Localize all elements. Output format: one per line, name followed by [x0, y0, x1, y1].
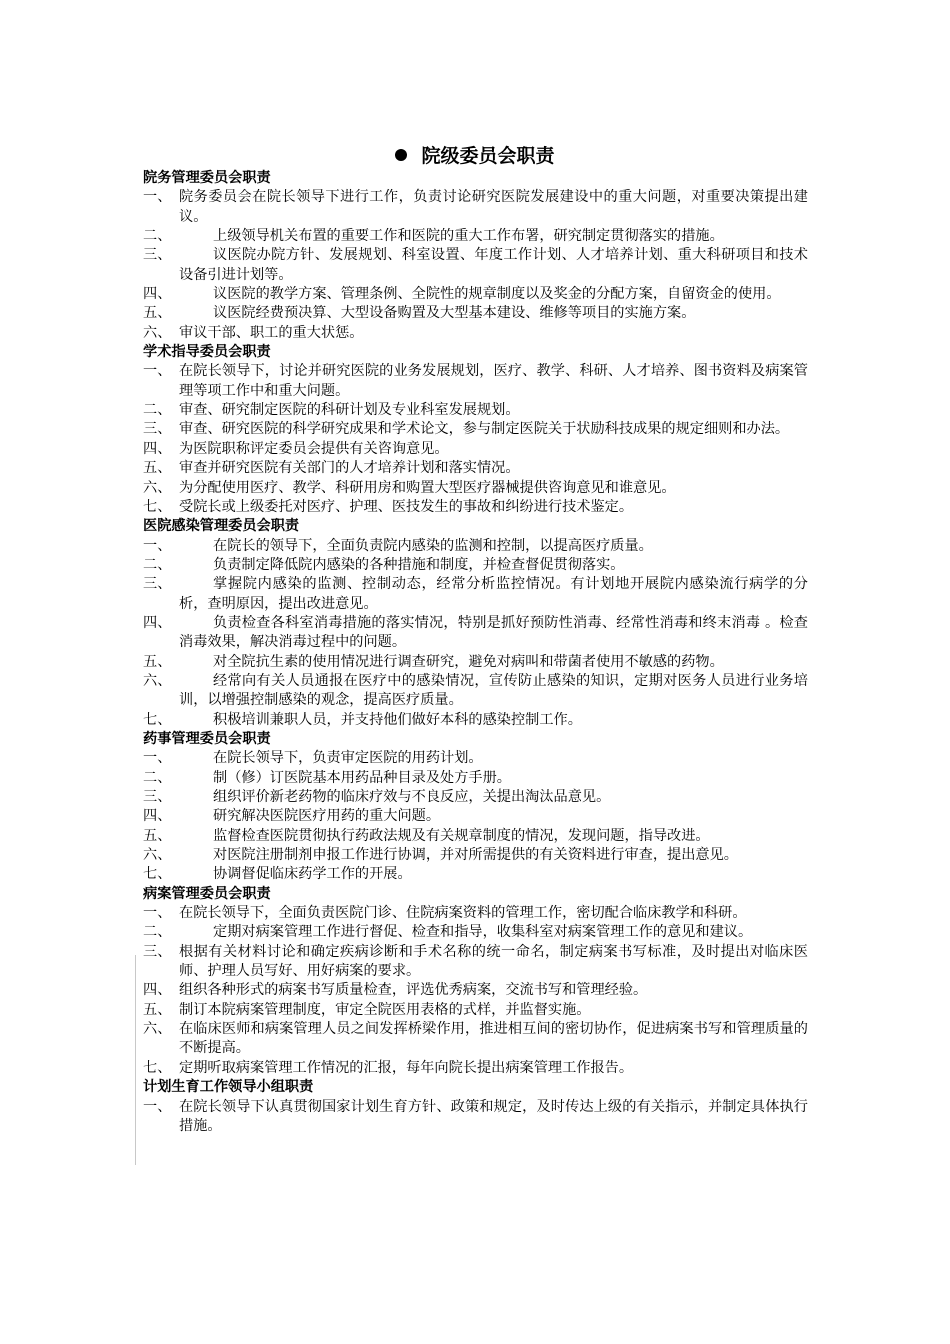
list-item-number: 三、	[143, 247, 172, 264]
list-item-number: 二、	[143, 769, 172, 786]
list-item	[143, 865, 808, 884]
list-item-number: 二、	[143, 402, 172, 419]
list-item-number: 三、	[143, 943, 172, 960]
list-item	[143, 827, 808, 846]
list-item-text: 积极培训兼职人员，并支持他们做好本科的感染控制工作。	[213, 711, 582, 728]
list-item-text: 负责检查各科室消毒措施的落实情况，特别是抓好预防性消毒、经常性消毒和终末消毒 。检查消毒效果，解决消毒过程中的问题。	[179, 614, 808, 651]
list-item-text: 为医院职称评定委员会提供有关咨询意见。	[179, 440, 449, 457]
list-item-text: 在院长领导下，全面负责医院门诊、住院病案资料的管理工作，密切配合临床教学和科研。	[179, 905, 747, 922]
list-item-text: 制订本院病案管理制度，审定全院医用表格的式样，并监督实施。	[179, 1001, 591, 1018]
list-item-text: 议医院的教学方案、管理条例、全院性的规章制度以及奖金的分配方案，自留资金的使用。	[213, 286, 781, 303]
list-item	[143, 537, 808, 556]
list-item	[143, 711, 808, 730]
list-item-text: 审查、研究制定医院的科研计划及专业科室发展规划。	[179, 402, 520, 419]
list-item-number: 四、	[143, 808, 172, 825]
list-item	[143, 846, 808, 865]
list-item-text: 在院长领导下，讨论并研究医院的业务发展规划，医疗、教学、科研、人才培养、图书资料及病案管理等项工作中和重大问题。	[179, 363, 808, 399]
list-item-number: 二、	[143, 228, 172, 245]
list-item-number: 七、	[143, 866, 172, 883]
list-item	[143, 420, 808, 439]
list-item	[143, 479, 808, 498]
page-title-text: 院级委员会职责	[421, 145, 555, 167]
list-item-number: 一、	[143, 1098, 172, 1115]
list-item	[143, 556, 808, 575]
list-item	[143, 440, 808, 459]
list-item-text: 组织评价新老药物的临床疗效与不良反应，关提出淘汰品意见。	[213, 789, 611, 805]
list-item	[143, 285, 808, 304]
list-item	[143, 575, 808, 614]
section-heading: 院务管理委员会职责	[143, 170, 271, 186]
bullet-icon	[395, 149, 407, 161]
list-item-text: 根据有关材料讨论和确定疾病诊断和手术名称的统一命名，制定病案书写标准，及时提出对临床医师、护理人员写好、用好病案的要求。	[179, 943, 808, 980]
list-item-number: 七、	[143, 498, 172, 515]
list-item-text: 协调督促临床药学工作的开展。	[213, 866, 412, 883]
list-item-text: 定期对病案管理工作进行督促、检查和指导，收集科室对病案管理工作的意见和建议。	[213, 924, 753, 941]
list-item-text: 议医院办院方针、发展规划、科室设置、年度工作计划、人才培养计划、重大科研项目和技术设备引进计划等。	[179, 247, 808, 283]
list-item-number: 二、	[143, 924, 172, 941]
list-item-text: 受院长或上级委托对医疗、护理、医技发生的事故和纠纷进行技术鉴定。	[179, 498, 634, 515]
list-item-number: 五、	[143, 653, 172, 670]
list-item	[143, 981, 808, 1000]
list-item-number: 三、	[143, 576, 172, 593]
list-item-number: 六、	[143, 324, 172, 341]
list-item	[143, 304, 808, 323]
list-item-text: 掌握院内感染的监测、控制动态，经常分析监控情况。有计划地开展院内感染流行病学的分析，查明原因，提出改进意见。	[179, 576, 808, 612]
list-item-number: 一、	[143, 750, 172, 767]
list-item-text: 为分配使用医疗、教学、科研用房和购置大型医疗器械提供咨询意见和谁意见。	[179, 479, 676, 496]
list-item-text: 对全院抗生素的使用情况进行调查研究，避免对病叫和带菌者使用不敏感的药物。	[213, 653, 724, 670]
list-item-number: 六、	[143, 1021, 172, 1038]
list-item-number: 六、	[143, 672, 172, 689]
section-heading: 计划生育工作领导小组职责	[143, 1079, 314, 1096]
section-heading: 药事管理委员会职责	[143, 730, 271, 747]
list-item-text: 在院长领导下认真贯彻国家计划生育方针、政策和规定，及时传达上级的有关指示，并制定具体执行措施。	[179, 1098, 808, 1134]
list-item	[143, 1020, 808, 1059]
list-item-number: 七、	[143, 1059, 172, 1076]
list-item-text: 审议干部、职工的重大状惩。	[179, 324, 364, 341]
section-heading: 医院感染管理委员会职责	[143, 518, 300, 535]
page-title	[0, 144, 950, 168]
list-item	[143, 227, 808, 246]
section-heading: 学术指导委员会职责	[143, 344, 271, 361]
list-item-number: 五、	[143, 1001, 172, 1018]
list-item	[143, 653, 808, 672]
list-item	[143, 459, 808, 478]
list-item-text: 组织各种形式的病案书写质量检查，评选优秀病案，交流书写和管理经验。	[179, 982, 648, 999]
list-item-text: 负责制定降低院内感染的各种措施和制度，并检查督促贯彻落实。	[213, 556, 625, 573]
document-body	[143, 169, 808, 1136]
list-item	[143, 324, 808, 343]
list-item-number: 五、	[143, 460, 172, 477]
list-item	[143, 788, 808, 807]
list-item-number: 三、	[143, 421, 172, 438]
list-item-text: 监督检查医院贯彻执行药政法规及有关规章制度的情况，发现问题，指导改进。	[213, 827, 710, 844]
list-item-text: 审查并研究医院有关部门的人才培养计划和落实情况。	[179, 460, 520, 477]
list-item-number: 一、	[143, 905, 172, 922]
list-item	[143, 749, 808, 768]
list-item-number: 五、	[143, 827, 172, 844]
list-item-text: 对医院注册制剂申报工作进行协调，并对所需提供的有关资料进行审查，提出意见。	[213, 847, 738, 864]
list-item	[143, 498, 808, 517]
list-item	[143, 769, 808, 788]
list-item	[143, 807, 808, 826]
list-item-number: 四、	[143, 286, 172, 303]
list-item-number: 六、	[143, 847, 172, 864]
list-item-text: 制（修）订医院基本用药品种目录及处方手册。	[213, 769, 511, 786]
list-item-text: 上级领导机关布置的重要工作和医院的重大工作布署，研究制定贯彻落实的措施。	[213, 228, 724, 245]
list-item	[143, 401, 808, 420]
list-item	[143, 246, 808, 285]
list-item-number: 二、	[143, 556, 172, 573]
list-item-text: 议医院经费预决算、大型设备购置及大型基本建设、维修等项目的实施方案。	[213, 305, 696, 322]
section-heading: 病案管理委员会职责	[143, 885, 271, 902]
list-item-number: 一、	[143, 189, 172, 206]
list-item-number: 四、	[143, 440, 172, 457]
list-item-text: 审查、研究医院的科学研究成果和学术论文，参与制定医院关于状励科技成果的规定细则和办法。	[179, 421, 790, 438]
list-item-text: 经常向有关人员通报在医疗中的感染情况，宣传防止感染的知识，定期对医务人员进行业务培训，以增强控制感染的观念，提高医疗质量。	[179, 672, 808, 709]
list-item	[143, 362, 808, 401]
list-item	[143, 943, 808, 982]
list-item	[143, 672, 808, 711]
list-item-text: 定期听取病案管理工作情况的汇报，每年向院长提出病案管理工作报告。	[179, 1059, 634, 1076]
list-item-number: 五、	[143, 305, 172, 322]
list-item-number: 三、	[143, 789, 172, 805]
list-item	[143, 614, 808, 653]
list-item	[143, 1001, 808, 1020]
list-item-text: 研究解决医院医疗用药的重大问题。	[213, 808, 441, 825]
list-item-text: 在院长领导下，负责审定医院的用药计划。	[213, 750, 483, 767]
list-item	[143, 1059, 808, 1078]
list-item	[143, 904, 808, 923]
list-item	[143, 188, 808, 227]
list-item	[143, 923, 808, 942]
list-item-number: 一、	[143, 537, 172, 554]
list-item-text: 在临床医师和病案管理人员之间发挥桥梁作用，推进相互间的密切协作，促进病案书写和管理质量的不断提高。	[179, 1021, 808, 1057]
list-item-number: 七、	[143, 711, 172, 728]
list-item	[143, 1098, 808, 1137]
revision-bar	[135, 955, 136, 1165]
list-item-number: 一、	[143, 363, 172, 380]
list-item-text: 院务委员会在院长领导下进行工作，负责讨论研究医院发展建设中的重大问题，对重要决策提出建议。	[179, 189, 808, 225]
list-item-text: 在院长的领导下，全面负责院内感染的监测和控制，以提高医疗质量。	[213, 537, 653, 554]
list-item-number: 四、	[143, 614, 172, 631]
list-item-number: 四、	[143, 982, 172, 999]
list-item-number: 六、	[143, 479, 172, 496]
